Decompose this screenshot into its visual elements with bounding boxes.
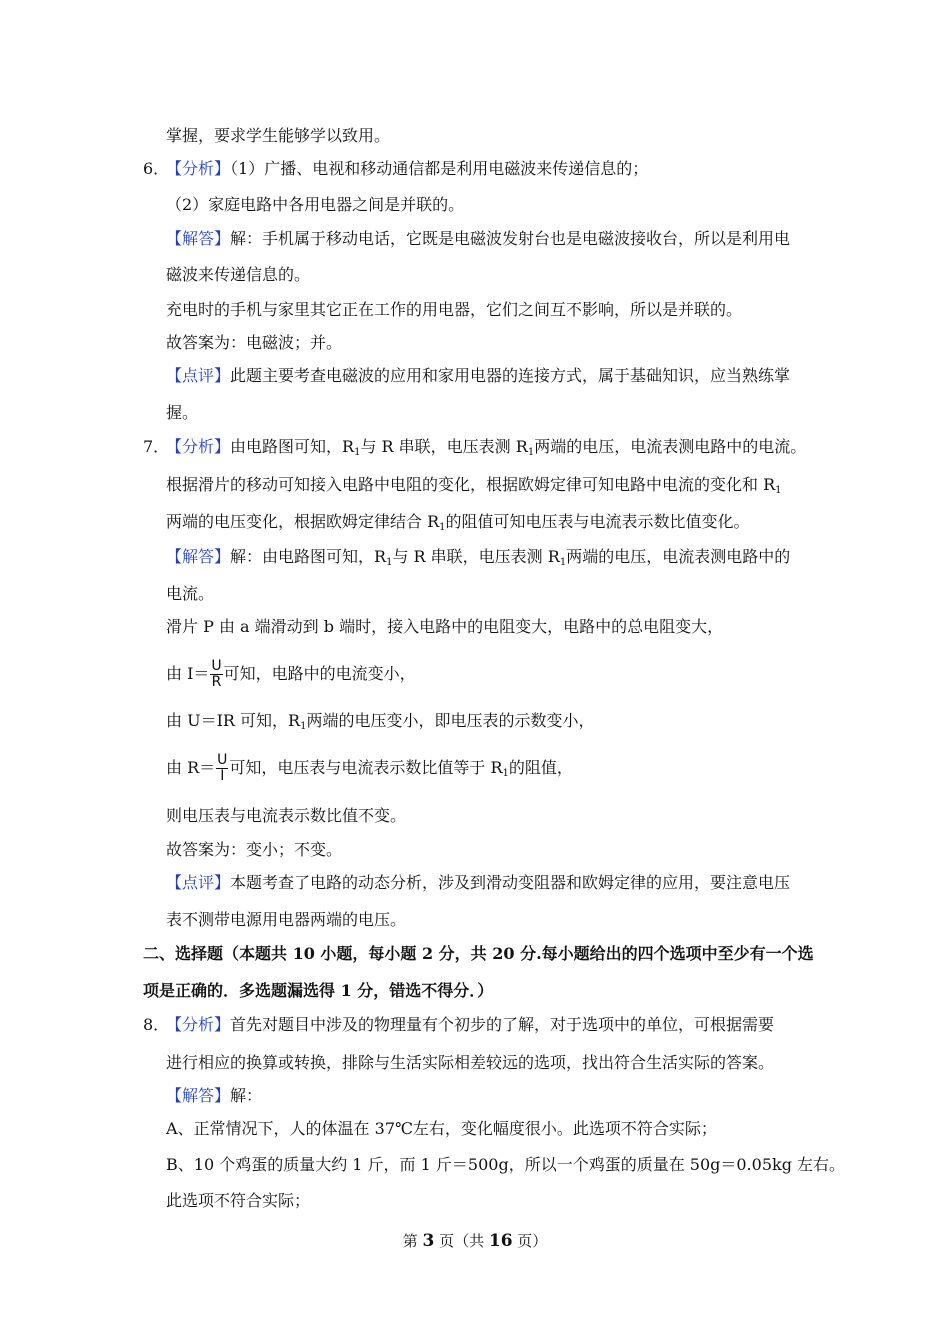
text-line: B、10 个鸡蛋的质量大约 1 斤，而 1 斤＝500g，所以一个鸡蛋的质量在 50g＝0.05kg 左右。 (166, 1155, 846, 1174)
text-line: （2）家庭电路中各用电器之间是并联的。 (166, 195, 465, 214)
analysis-tag: 【分析】 (166, 159, 231, 178)
text-line: 【点评】本题考查了电路的动态分析，涉及到滑动变阻器和欧姆定律的应用，要注意电压 (166, 873, 791, 892)
text-line: 电流。 (166, 584, 215, 603)
formula-line: 由 R＝ $\frac{U}{I}$ 可知，电压表与电流表示数比值等于 $R_1$的阻值， (166, 752, 573, 784)
text-line: 【分析】首先对题目中涉及的物理量有个初步的了解，对于选项中的单位，可根据需要 (166, 1015, 775, 1034)
analysis-tag: 【分析】 (166, 437, 231, 456)
text-line: 则电压表与电流表示数比值不变。 (166, 806, 407, 825)
section-heading: 二、选择题（本题共 10 小题，每小题 2 分，共 20 分.每小题给出的四个选项中至少有一个选 (143, 944, 814, 963)
text-line: 表不测带电源用电器两端的电压。 (166, 910, 407, 929)
question-number: 8． (143, 1015, 170, 1034)
question-number: 7． (143, 437, 170, 456)
text-line: 【分析】（1）广播、电视和移动通信都是利用电磁波来传递信息的； (166, 159, 649, 178)
comment-tag: 【点评】 (166, 873, 231, 892)
text-line: 两端的电压变化，根据欧姆定律结合 $R_1$的阻值可知电压表与电流表示数比值变化。 (166, 512, 750, 533)
formula-line: 由 I＝ $\frac{U}{R}$ 可知，电路中的电流变小， (166, 658, 416, 690)
question-number: 6． (143, 159, 170, 178)
text-line: 故答案为：电磁波；并。 (166, 333, 343, 352)
page-footer: 第 3 页（共 16 页） (402, 1231, 548, 1251)
analysis-tag: 【分析】 (166, 1015, 231, 1034)
comment-tag: 【点评】 (166, 366, 231, 385)
text-line: 磁波来传递信息的。 (166, 265, 311, 284)
page-number: 3 (422, 1231, 435, 1251)
text-line: 【解答】解： (166, 1086, 263, 1105)
text-line: 根据滑片的移动可知接入电路中电阻的变化，根据欧姆定律可知电路中电流的变化和 $R_1$ (166, 475, 782, 496)
fraction-u-over-r: $\frac{U}{R}$ (211, 658, 222, 690)
text-line: 故答案为：变小；不变。 (166, 840, 343, 859)
text-line: 掌握，要求学生能够学以致用。 (166, 126, 391, 145)
section-heading: 项是正确的．多选题漏选得 1 分，错选不得分．） (143, 981, 494, 1000)
text-line: A、正常情况下，人的体温在 37℃左右，变化幅度很小。此选项不符合实际； (166, 1119, 717, 1138)
text-line: 【分析】由电路图可知，$R_1$与 R 串联，电压表测 $R_1$两端的电压，电流表测电路中的电流。 (166, 437, 807, 458)
text-line: 由 U＝IR 可知，$R_1$两端的电压变小，即电压表的示数变小， (166, 711, 595, 732)
text-line: 滑片 P 由 a 端滑动到 b 端时，接入电路中的电阻变大，电路中的总电阻变大， (166, 617, 724, 636)
text-line: 此选项不符合实际； (166, 1191, 311, 1210)
page-total: 16 (488, 1231, 513, 1251)
text-line: 【解答】解：手机属于移动电话，它既是电磁波发射台也是电磁波接收台，所以是利用电 (166, 229, 791, 248)
text-line: 进行相应的换算或转换，排除与生活实际相差较远的选项，找出符合生活实际的答案。 (166, 1053, 775, 1072)
fraction-u-over-i: $\frac{U}{I}$ (217, 752, 228, 784)
text-line: 握。 (166, 403, 199, 422)
text-line: 【解答】解：由电路图可知，$R_1$与 R 串联，电压表测 $R_1$两端的电压，电流表测电路中的 (166, 547, 791, 568)
text-line: 【点评】此题主要考查电磁波的应用和家用电器的连接方式，属于基础知识，应当熟练掌 (166, 366, 791, 385)
text-line: 充电时的手机与家里其它正在工作的用电器，它们之间互不影响，所以是并联的。 (166, 300, 743, 319)
answer-tag: 【解答】 (166, 1086, 231, 1105)
answer-tag: 【解答】 (166, 229, 231, 248)
answer-tag: 【解答】 (166, 547, 231, 566)
